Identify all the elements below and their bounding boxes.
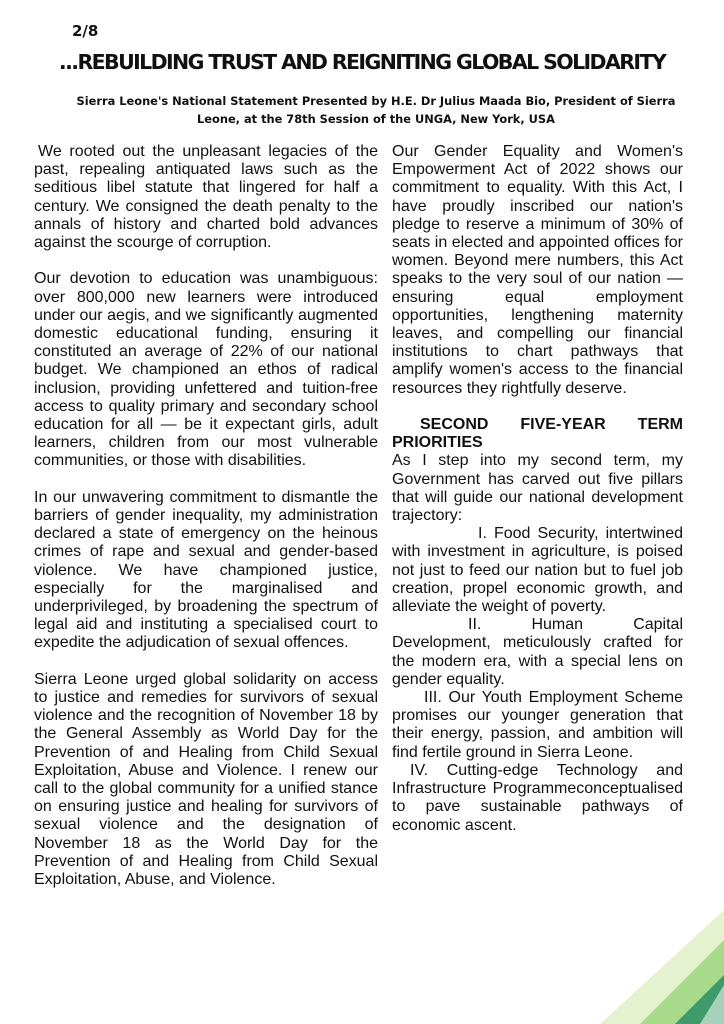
section-heading: SECOND FIVE-YEAR TERM PRIORITIES [392,416,683,452]
paragraph: We rooted out the unpleasant legacies of the past, repealing antiquated laws such as the seditious libel statute that lingered for half a century. We consigned the death penalty to the annals of history and charted bold advances against the scourge of corruption. [34,143,378,252]
decor-triangle-mid [640,940,724,1024]
decor-triangle-light [600,910,724,1024]
decor-triangle-dark [675,975,724,1024]
right-column [392,143,683,835]
paragraph: As I step into my second term, my Government has carved out five pillars that will guide our national development trajectory: [392,452,683,525]
list-item: II. Human Capital Development, meticulously crafted for the modern era, with a special lens on gender equality. [392,616,683,688]
decor-triangle-white [700,985,724,1024]
paragraph: Our Gender Equality and Women's Empowerment Act of 2022 shows our commitment to equality. With this Act, I have proudly inscribed our nation's pledge to reserve a minimum of 30% of seats in elected and appointed offices for women. Beyond mere numbers, this Act speaks to the very soul of our nation — ensuring equal employment opportunities, lengthening maternity leaves, and compelling our financial institutions to chart pathways that amplify women's access to the financial resources they rightfully deserve. [392,143,683,397]
paragraph: In our unwavering commitment to dismantle the barriers of gender inequality, my administration declared a state of emergency on the heinous crimes of rape and sexual and gender-based violence. We have championed justice, especially for the marginalised and underprivileged, by broadening the spectrum of legal aid and instituting a specialised court to expedite the adjudication of sexual offences. [34,488,378,652]
paragraph: Sierra Leone urged global solidarity on access to justice and remedies for survivors of sexual violence and the recognition of November 18 by the General Assembly as World Day for the Prevention of and Healing from Child Sexual Exploitation, Abuse and Violence. I renew our call to the global community for a unified stance on ensuring justice and healing for survivors of sexual violence and the designation of November 18 as the World Day for the Prevention of and Healing from Child Sexual Exploitation, Abuse, and Violence. [34,670,378,889]
page-subtitle: Sierra Leone's National Statement Presented by H.E. Dr Julius Maada Bio, President of Sierra Leone, at the 78th Session of the UNGA, New York, USA [76,94,676,126]
page-title: ...REBUILDING TRUST AND REIGNITING GLOBAL SOLIDARITY [58,50,666,74]
list-item: IV. Cutting-edge Technology and Infrastructure Programmeconceptualised to pave sustainable pathways of economic ascent. [392,761,683,834]
paragraph: Our devotion to education was unambiguous: over 800,000 new learners were introduced under our aegis, and we significantly augmented domestic educational funding, ensuring it constituted an average of 22% of our national budget. We championed an ethos of radical inclusion, providing unfettered and tuition-free access to quality primary and secondary school education for all — be it expectant girls, adult learners, children from our most vulnerable communities, or those with disabilities. [34,270,378,470]
list-item: I. Food Security, intertwined with investment in agriculture, is poised not just to feed our nation but to fuel job creation, propel economic growth, and alleviate the weight of poverty. [392,525,683,616]
left-column [34,143,378,907]
list-item: III. Our Youth Employment Scheme promises our younger generation that their energy, passion, and ambition will find fertile ground in Sierra Leone. [392,689,683,761]
page-number: 2/8 [72,22,99,40]
